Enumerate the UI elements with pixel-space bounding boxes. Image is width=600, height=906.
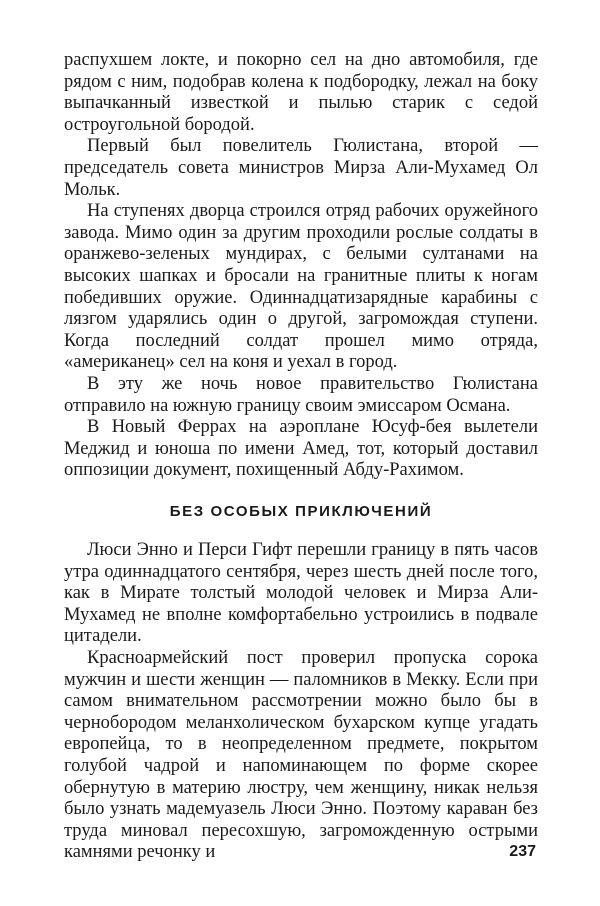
section-heading: БЕЗ ОСОБЫХ ПРИКЛЮЧЕНИЙ — [169, 503, 433, 520]
text-block-top — [64, 50, 538, 482]
paragraph: На ступенях дворца строился отряд рабочих оружейного завода. Мимо один за другим проходили рослые солдаты в оранжево-зеленых мундирах, с белыми султанами на высоких шапках и бросали на гранитные плиты к ногам победивших оружие. Одиннадцатизарядные карабины с лязгом ударялись один о другой, загромождая ступени. Когда последний солдат прошел мимо отряда, «американец» сел на коня и уехал в город. — [64, 201, 538, 373]
paragraph: В эту же ночь новое правительство Гюлистана отправило на южную границу своим эмиссаром Османа. — [64, 373, 538, 416]
paragraph: Люси Энно и Перси Гифт перешли границу в пять часов утра одиннадцатого сентября, через шесть дней после того, как в Мирате толстый молодой человек и Мирза Али-Мухамед не вполне комфортабельно устроились в подвале цитадели. — [64, 540, 538, 647]
paragraph: В Новый Феррах на аэроплане Юсуф-бея вылетели Меджид и юноша по имени Амед, тот, который доставил оппозиции документ, похищенный Абду-Рахимом. — [64, 417, 538, 481]
paragraph: Первый был повелитель Гюлистана, второй — председатель совета министров Мирза Али-Мухамед Ол Мольк. — [64, 136, 538, 200]
paragraph: Красноармейский пост проверил пропуска сорока мужчин и шести женщин — паломников в Мекку. Если при самом внимательном рассмотрении можно было бы в чернобородом меланхолическом бухарском купце угадать европейца, то в неопределенном предмете, покрытом голубой чадрой и напоминающем по форме скорее обернутую в материю люстру, чем женщину, никак нельзя было узнать мадемуазель Люси Энно. Поэтому караван без труда миновал пересохшую, загроможденную острыми камнями речонку и — [64, 647, 538, 863]
text-block-bottom — [64, 540, 538, 864]
paragraph-continuation: распухшем локте, и покорно сел на дно автомобиля, где рядом с ним, подобрав колена к подбородку, лежал на боку выпачканный известкой и пылью старик с седой остроугольной бородой. — [64, 50, 538, 135]
page-number: 237 — [509, 843, 536, 860]
